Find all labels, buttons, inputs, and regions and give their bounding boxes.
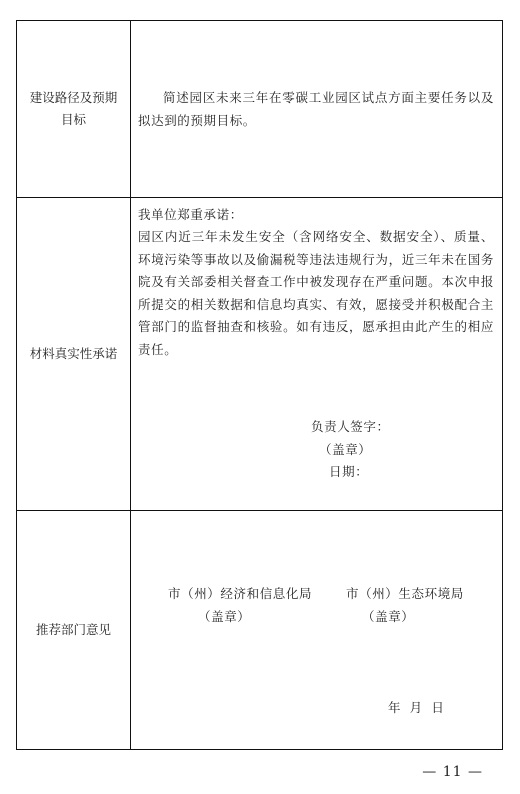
pledge-heading: 我单位郑重承诺： xyxy=(138,207,243,222)
dept-ecology-env xyxy=(346,583,464,628)
dept-economy-info xyxy=(168,583,312,628)
label-construction-goals: 建设路径及预期目标 xyxy=(17,21,131,197)
seal-label: （盖章） xyxy=(319,441,372,457)
dept-ecology-env-name: 市（州）生态环境局 xyxy=(346,586,464,601)
row-authenticity-pledge xyxy=(17,198,502,511)
row-construction-goals xyxy=(17,21,502,198)
label-authenticity-pledge: 材料真实性承诺 xyxy=(17,198,131,510)
page-number: — 11 — xyxy=(422,764,483,780)
dept-economy-info-seal: （盖章） xyxy=(198,608,251,624)
cell-authenticity-pledge xyxy=(131,198,502,510)
construction-goals-text: 简述园区未来三年在零碳工业园区试点方面主要任务以及拟达到的预期目标。 xyxy=(138,90,494,128)
date-label: 日期： xyxy=(329,464,369,479)
label-recommendation: 推荐部门意见 xyxy=(17,511,131,749)
row-recommendation xyxy=(17,511,502,749)
signature-block xyxy=(311,416,431,484)
dept-economy-info-name: 市（州）经济和信息化局 xyxy=(168,586,313,601)
form-table xyxy=(16,20,503,750)
recommendation-date: 年 月 日 xyxy=(388,700,445,715)
cell-recommendation xyxy=(131,511,502,749)
cell-construction-goals xyxy=(131,21,502,197)
dept-ecology-env-seal: （盖章） xyxy=(362,608,415,624)
pledge-body: 园区内近三年未发生安全（含网络安全、数据安全）、质量、环境污染等事故以及偷漏税等违法违规行为，近三年未在国务院及有关部委相关督查工作中被发现存在严重问题。本次申报所提交的相关数据和信息均真实、有效，愿接受并积极配合主管部门的监督抽查和核验。如有违反，愿承担由此产生的相应责任。 xyxy=(138,229,494,357)
signature-label: 负责人签字： xyxy=(311,419,390,434)
